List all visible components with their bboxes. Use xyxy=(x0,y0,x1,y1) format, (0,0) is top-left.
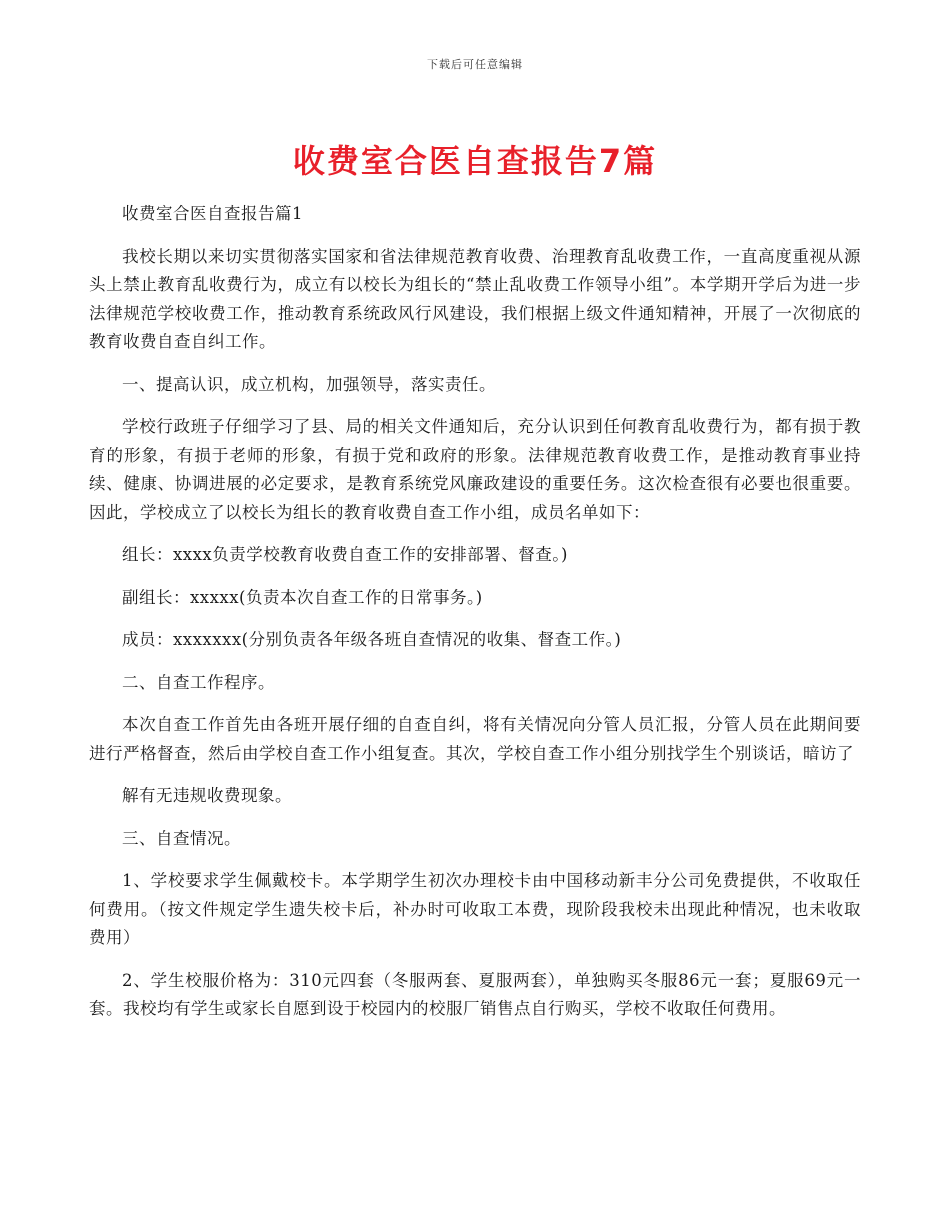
section-heading: 收费室合医自查报告篇1 xyxy=(122,204,303,223)
section-heading: 一、提高认识，成立机构，加强领导，落实责任。 xyxy=(122,374,496,394)
paragraph: 2、学生校服价格为：310元四套（冬服两套、夏服两套），单独购买冬服86元一套；夏服69元一套。我校均有学生或家长自愿到设于校园内的校服厂销售点自行购买，学校不收取任何费用。 xyxy=(89,970,861,1018)
paragraph: 本次自查工作首先由各班开展仔细的自查自纠，将有关情况向分管人员汇报，分管人员在此期间要进行严格督查，然后由学校自查工作小组复查。其次，学校自查工作小组分别找学生个别谈话，暗访了 xyxy=(89,715,861,763)
paragraph: 解有无违规收费现象。 xyxy=(122,786,292,805)
section-heading: 三、自查情况。 xyxy=(122,828,241,848)
paragraph: 学校行政班子仔细学习了县、局的相关文件通知后，充分认识到任何教育乱收费行为，都有损于教育的形象，有损于老师的形象，有损于党和政府的形象。法律规范教育收费工作，是推动教育事业持续、健康、协调进展的必定要求，是教育系统党风廉政建设的重要任务。这次检查很有必要也很重要。因此，学校成立了以校长为组长的教育收费自查工作小组，成员名单如下： xyxy=(89,417,861,522)
header-note: 下载后可任意编辑 xyxy=(427,58,523,71)
section-heading: 二、自查工作程序。 xyxy=(122,672,275,692)
paragraph: 组长：xxxx负责学校教育收费自查工作的安排部署、督查。) xyxy=(122,545,568,564)
paragraph: 我校长期以来切实贯彻落实国家和省法律规范教育收费、治理教育乱收费工作，一直高度重视从源头上禁止教育乱收费行为，成立有以校长为组长的“禁止乱收费工作领导小组”。本学期开学后为进一步法律规范学校收费工作，推动教育系统政风行风建设，我们根据上级文件通知精神，开展了一次彻底的教育收费自查自纠工作。 xyxy=(89,246,861,351)
paragraph: 1、学校要求学生佩戴校卡。本学期学生初次办理校卡由中国移动新丰分公司免费提供，不收取任何费用。（按文件规定学生遗失校卡后，补办时可收取工本费，现阶段我校未出现此种情况，也未收取费用） xyxy=(89,871,861,947)
document-title: 收费室合医自查报告7篇 xyxy=(292,142,658,180)
paragraph: 副组长：xxxxx(负责本次自查工作的日常事务。) xyxy=(122,587,483,607)
paragraph: 成员：xxxxxxx(分别负责各年级各班自查情况的收集、督查工作。) xyxy=(122,630,622,649)
document-body xyxy=(89,200,861,1038)
